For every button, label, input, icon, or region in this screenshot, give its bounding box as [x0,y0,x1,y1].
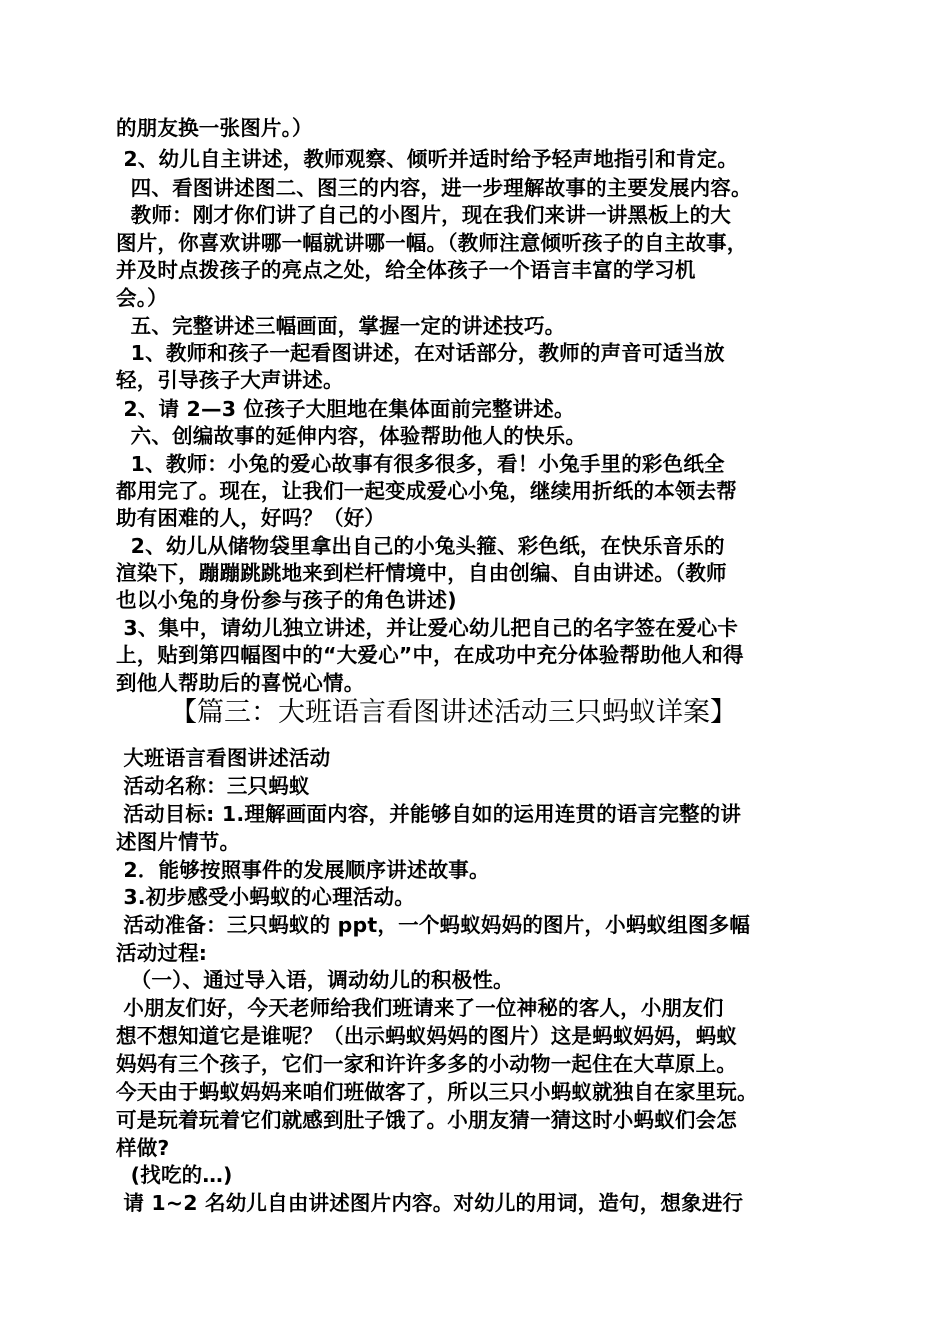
text-line: 到他人帮助后的喜悦心情。 [116,671,365,695]
text-line: 请 1~2 名幼儿自由讲述图片内容。对幼儿的用词，造句，想象进行 [116,1191,744,1215]
text-line: 妈妈有三个孩子，它们一家和许许多多的小动物一起住在大草原上。 [116,1052,737,1076]
text-line: （一）、通过导入语，调动幼儿的积极性。 [116,968,514,992]
text-line: 大班语言看图讲述活动 [116,746,331,770]
section-heading: 【篇三：大班语言看图讲述活动三只蚂蚁详案】 [170,697,737,728]
text-line: 想不想知道它是谁呢？（出示蚂蚁妈妈的图片）这是蚂蚁妈妈，蚂蚁 [116,1024,737,1048]
text-line: 六、创编故事的延伸内容，体验帮助他人的快乐。 [116,424,587,448]
text-line: 今天由于蚂蚁妈妈来咱们班做客了，所以三只小蚂蚁就独自在家里玩。 [116,1080,758,1104]
text-line: 活动准备：三只蚂蚁的 ppt，一个蚂蚁妈妈的图片，小蚂蚁组图多幅 [116,913,751,937]
text-line: 也以小兔的身份参与孩子的角色讲述) [116,588,457,612]
text-line: 3、集中，请幼儿独立讲述，并让爱心幼儿把自己的名字签在爱心卡 [116,616,739,640]
text-line: 五、完整讲述三幅画面，掌握一定的讲述技巧。 [116,314,566,338]
text-line: 的朋友换一张图片。） [116,116,313,140]
text-line: 2、请 2—3 位孩子大胆地在集体面前完整讲述。 [116,397,575,421]
text-line: 活动名称：三只蚂蚁 [116,774,310,798]
text-line: 可是玩着玩着它们就感到肚子饿了。小朋友猜一猜这时小蚂蚁们会怎 [116,1108,737,1132]
text-line: 教师：刚才你们讲了自己的小图片，现在我们来讲一讲黑板上的大 [116,203,731,227]
text-line: 2、幼儿自主讲述，教师观察、倾听并适时给予轻声地指引和肯定。 [116,147,739,171]
text-line: 渲染下，蹦蹦跳跳地来到栏杆情境中，自由创编、自由讲述。（教师 [116,561,727,585]
text-line: 1、教师和孩子一起看图讲述，在对话部分，教师的声音可适当放 [116,341,725,365]
text-line: 上，贴到第四幅图中的“大爱心”中，在成功中充分体验帮助他人和得 [116,643,744,667]
text-line: 助有困难的人，好吗？（好） [116,506,386,530]
text-line: 都用完了。现在，让我们一起变成爱心小兔，继续用折纸的本领去帮 [116,479,737,503]
text-line: 2．能够按照事件的发展顺序讲述故事。 [116,858,490,882]
text-line: 活动目标: 1.理解画面内容，并能够自如的运用连贯的语言完整的讲 [116,802,742,826]
text-line: (找吃的…) [116,1163,233,1187]
text-line: 3.初步感受小蚂蚁的心理活动。 [116,885,415,909]
text-line: 述图片情节。 [116,830,241,854]
text-line: 样做? [116,1136,170,1160]
text-line: 并及时点拨孩子的亮点之处，给全体孩子一个语言丰富的学习机 [116,258,696,282]
text-line: 小朋友们好，今天老师给我们班请来了一位神秘的客人，小朋友们 [116,996,724,1020]
text-line: 四、看图讲述图二、图三的内容，进一步理解故事的主要发展内容。 [116,176,752,200]
text-line: 会。） [116,286,168,310]
text-line: 活动过程: [116,941,208,965]
text-line: 轻，引导孩子大声讲述。 [116,368,344,392]
text-line: 图片，你喜欢讲哪一幅就讲哪一幅。（教师注意倾听孩子的自主故事， [116,231,748,255]
text-line: 2、幼儿从储物袋里拿出自己的小兔头箍、彩色纸，在快乐音乐的 [116,534,725,558]
text-line: 1、教师：小兔的爱心故事有很多很多，看！小兔手里的彩色纸全 [116,452,725,476]
